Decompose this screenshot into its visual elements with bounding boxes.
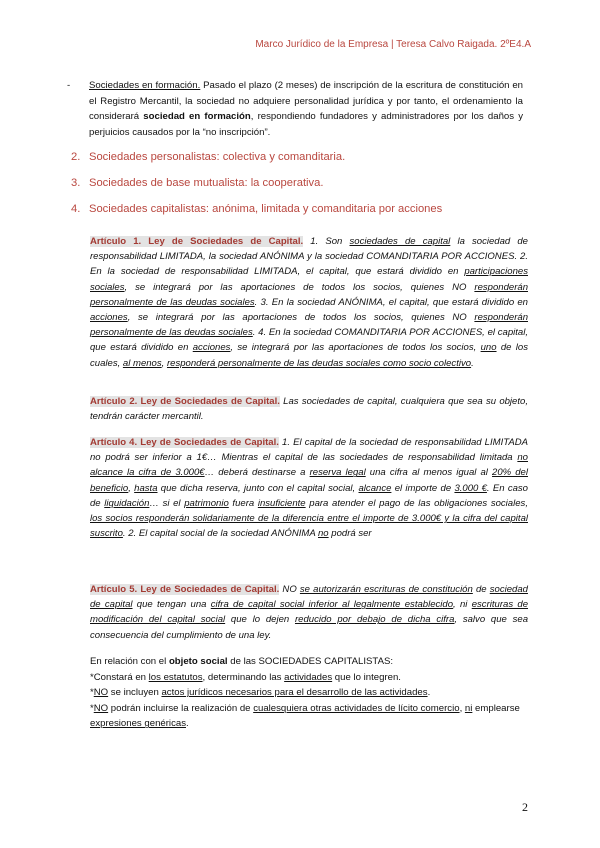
article-1: Artículo 1. Ley de Sociedades de Capital. 1. Son sociedades de capital la sociedad de responsabilidad LIMITADA, la sociedad ANÓNIMA y la sociedad COMANDITARIA POR ACCIONES. 2. En la sociedad de responsabilidad LIMITADA, el capital, que estará dividido en participaciones sociales, se integrará por las aportaciones de todos los socios, quienes NO responderán personalmente de las deudas sociales. 3. En la sociedad ANÓNIMA, el capital, que estará dividido en acciones, se integrará por las aportaciones de todos los socios, quienes NO responderán personalmente de las deudas sociales. 4. En la sociedad COMANDITARIA POR ACCIONES, el capital, que estará dividido en acciones, se integrará por las aportaciones de todos los socios, uno de los cuales, al menos, responderá personalmente de las deudas sociales como socio colectivo. <box>90 236 528 369</box>
article-label: Artículo 5. Ley de Sociedades de Capital. <box>90 584 280 595</box>
page-number: 2 <box>522 800 528 814</box>
list-item: 4. Sociedades capitalistas: anónima, limitada y comanditaria por acciones <box>71 203 443 215</box>
bullet-sociedades-en-formacion <box>67 78 523 140</box>
article-4: Artículo 4. Ley de Sociedades de Capital. 1. El capital de la sociedad de responsabilidad LIMITADA no podrá ser inferior a 1€… Mientras el capital de las sociedades de responsabilidad limitada no alcance la cifra de 3.000€… deberá destinarse a reserva legal una cifra al menos igual al 20% del beneficio, hasta que dicha reserva, junto con el capital social, alcance el importe de 3.000 €. En caso de liquidación… si el patrimonio fuera insuficiente para atender el pago de las obligaciones sociales, los socios responderán solidariamente de la diferencia entre el importe de 3.000€ y la cifra del capital suscrito. 2. El capital social de la sociedad ANÓNIMA no podrá ser <box>90 437 528 540</box>
summary-line: *NO se incluyen actos jurídicos necesarios para el desarrollo de las actividades. <box>90 687 431 699</box>
article-label: Artículo 4. Ley de Sociedades de Capital. <box>90 437 279 448</box>
page-header: Marco Jurídico de la Empresa | Teresa Calvo Raigada. 2ºE4.A <box>255 39 531 50</box>
summary-intro: En relación con el objeto social de las SOCIEDADES CAPITALISTAS: <box>90 656 394 667</box>
list-item: 2. Sociedades personalistas: colectiva y comanditaria. <box>71 151 346 163</box>
bullet-title: Sociedades en formación. <box>89 80 201 91</box>
article-2: Artículo 2. Ley de Sociedades de Capital. Las sociedades de capital, cualquiera que sea su objeto, tendrán carácter mercantil. <box>90 396 528 423</box>
bullet-text: Sociedades en formación. Pasado el plazo (2 meses) de inscripción de la escritura de constitución en el Registro Mercantil, la sociedad no adquiere personalidad jurídica y por tanto, el ordenamiento la considerará sociedad en formación, respondiendo fundadores y administradores por los daños y perjuicios causados por la “no inscripción”. <box>89 80 523 138</box>
article-5: Artículo 5. Ley de Sociedades de Capital. NO se autorizarán escrituras de constitución de sociedad de capital que tengan una cifra de capital social inferior al legalmente establecido, ni escrituras de modificación del capital social que lo dejen reducido por debajo de dicha cifra, salvo que sea consecuencia del cumplimiento de una ley. <box>90 584 529 641</box>
bullet-dash: - <box>67 80 71 91</box>
objeto-social-summary <box>90 654 530 732</box>
bullet-bold: sociedad en formación <box>143 111 251 122</box>
summary-line: *Constará en los estatutos, determinando las actividades que lo integren. <box>90 671 401 683</box>
article-label: Artículo 1. Ley de Sociedades de Capital. <box>90 236 304 247</box>
summary-line: *NO podrán incluirse la realización de cualesquiera otras actividades de lícito comercio, ni emplearse expresiones genéricas. <box>90 702 520 730</box>
list-item: 3. Sociedades de base mutualista: la cooperativa. <box>71 177 324 189</box>
article-label: Artículo 2. Ley de Sociedades de Capital. <box>90 396 280 407</box>
